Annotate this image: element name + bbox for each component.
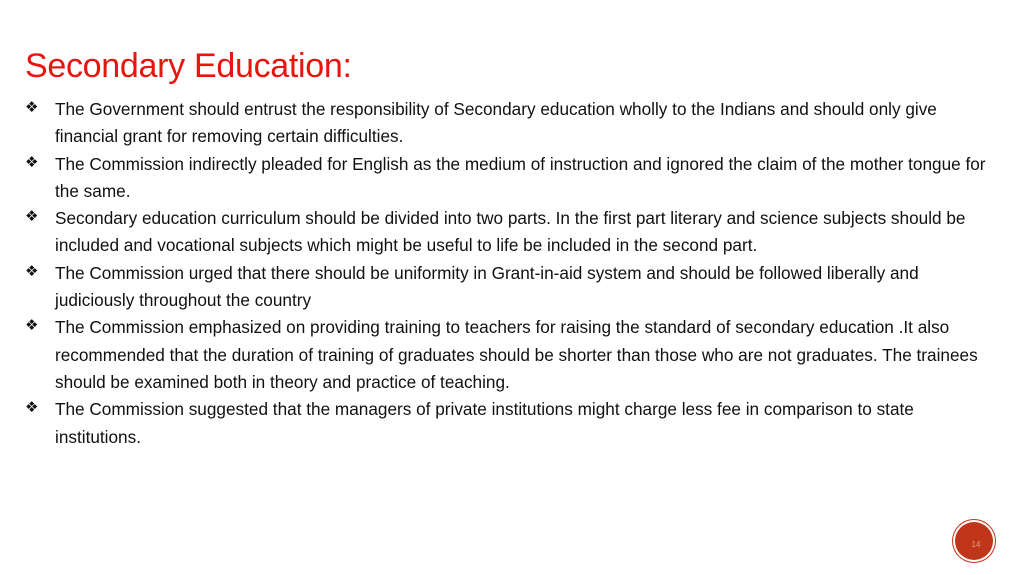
bullet-text: The Government should entrust the responsibility of Secondary education wholly to the Indians and should only give financial grant for removing certain difficulties.	[55, 99, 937, 147]
diamond-bullet-icon: ❖	[25, 98, 39, 116]
diamond-bullet-icon: ❖	[25, 207, 39, 226]
bullet-item	[25, 314, 1000, 396]
diamond-bullet-icon: ❖	[25, 152, 39, 171]
bullet-item	[25, 396, 1000, 451]
bullet-text: The Commission indirectly pleaded for English as the medium of instruction and ignored the claim of the mother tongue for the same.	[55, 153, 986, 201]
bullet-text: The Commission urged that there should be uniformity in Grant-in-aid system and should be followed liberally and judiciously throughout the country	[55, 262, 919, 311]
bullet-item	[25, 151, 1000, 206]
slide-title: Secondary Education:	[25, 47, 352, 85]
page-number-badge	[955, 522, 993, 560]
page-number: 14	[971, 539, 981, 549]
bullet-item	[25, 96, 1000, 151]
diamond-bullet-icon: ❖	[25, 261, 39, 280]
bullet-text: Secondary education curriculum should be divided into two parts. In the first part literary and science subjects should be included and vocational subjects which might be useful to life be included in the second part.	[55, 208, 966, 256]
bullet-item	[25, 205, 1000, 260]
diamond-bullet-icon: ❖	[25, 398, 39, 417]
bullet-text: The Commission suggested that the managers of private institutions might charge less fee in comparison to state institutions.	[55, 399, 914, 447]
diamond-bullet-icon: ❖	[25, 316, 39, 335]
bullet-list	[25, 96, 1000, 451]
bullet-item	[25, 260, 1000, 315]
bullet-text: The Commission emphasized on providing training to teachers for raising the standard of secondary education .It also recommended that the duration of training of graduates should be shorter than those who are not graduates. The trainees should be examined both in theory and practice of teaching.	[55, 317, 978, 392]
